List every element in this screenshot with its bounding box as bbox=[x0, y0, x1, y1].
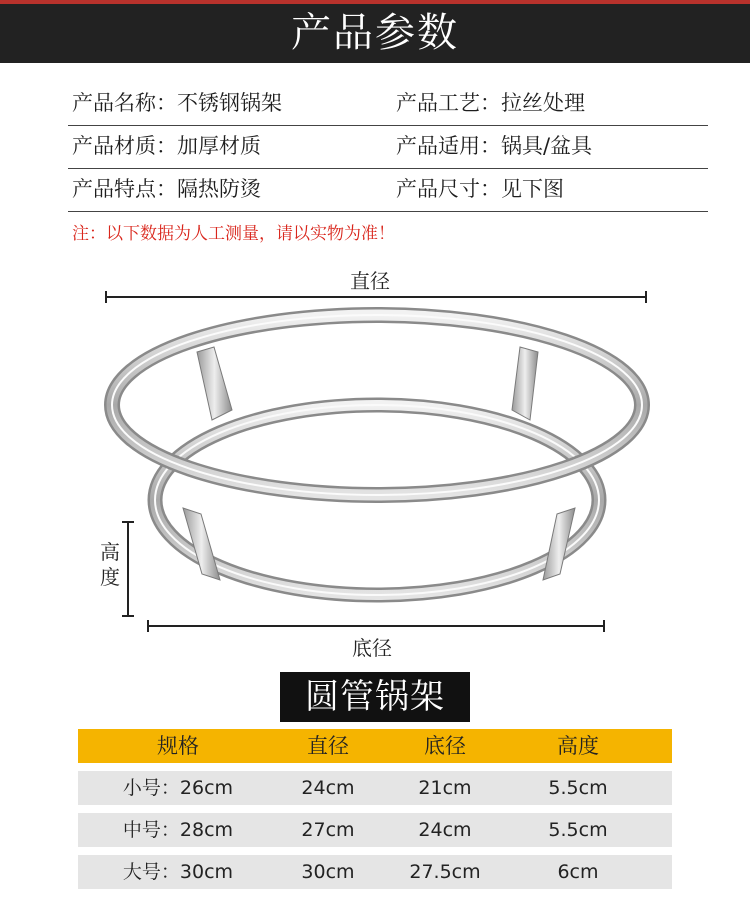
cell-base: 27.5cm bbox=[409, 861, 481, 883]
header-spec: 规格 bbox=[157, 734, 199, 758]
cell-height: 6cm bbox=[557, 861, 599, 883]
header-height: 高度 bbox=[557, 734, 599, 758]
param-usage: 产品适用：锅具/盆具 bbox=[396, 134, 593, 158]
cell-diameter: 24cm bbox=[301, 777, 355, 799]
cell-spec: 大号：30cm bbox=[122, 861, 234, 883]
table-header-row bbox=[78, 729, 672, 763]
param-name: 产品名称：不锈钢锅架 bbox=[72, 91, 282, 115]
height-line bbox=[127, 521, 129, 616]
base-tick-right bbox=[603, 620, 605, 632]
measurement-note: 注：以下数据为人工测量，请以实物为准！ bbox=[72, 224, 395, 244]
cell-base: 24cm bbox=[418, 819, 472, 841]
cell-diameter: 30cm bbox=[301, 861, 355, 883]
support-posts bbox=[183, 347, 575, 580]
cell-spec: 中号：28cm bbox=[122, 819, 234, 841]
table-row bbox=[78, 855, 672, 889]
param-size: 产品尺寸：见下图 bbox=[396, 177, 564, 201]
base-line bbox=[147, 625, 605, 627]
table-row bbox=[78, 813, 672, 847]
table-row bbox=[78, 771, 672, 805]
header-base: 底径 bbox=[424, 734, 466, 758]
base-label: 底径 bbox=[352, 636, 392, 660]
cell-height: 5.5cm bbox=[548, 777, 608, 799]
height-tick-bottom bbox=[122, 615, 134, 617]
param-material: 产品材质：加厚材质 bbox=[72, 134, 261, 158]
param-feature: 产品特点：隔热防烫 bbox=[72, 177, 261, 201]
page-title: 产品参数 bbox=[291, 10, 459, 56]
table-title: 圆管锅架 bbox=[280, 672, 470, 722]
cell-height: 5.5cm bbox=[548, 819, 608, 841]
height-label: 高度 bbox=[100, 540, 120, 589]
cell-spec: 小号：26cm bbox=[122, 777, 234, 799]
cell-base: 21cm bbox=[418, 777, 472, 799]
diameter-label: 直径 bbox=[350, 269, 390, 293]
header-diameter: 直径 bbox=[307, 734, 349, 758]
param-craft: 产品工艺：拉丝处理 bbox=[396, 91, 585, 115]
base-tick-left bbox=[147, 620, 149, 632]
cell-diameter: 27cm bbox=[301, 819, 355, 841]
